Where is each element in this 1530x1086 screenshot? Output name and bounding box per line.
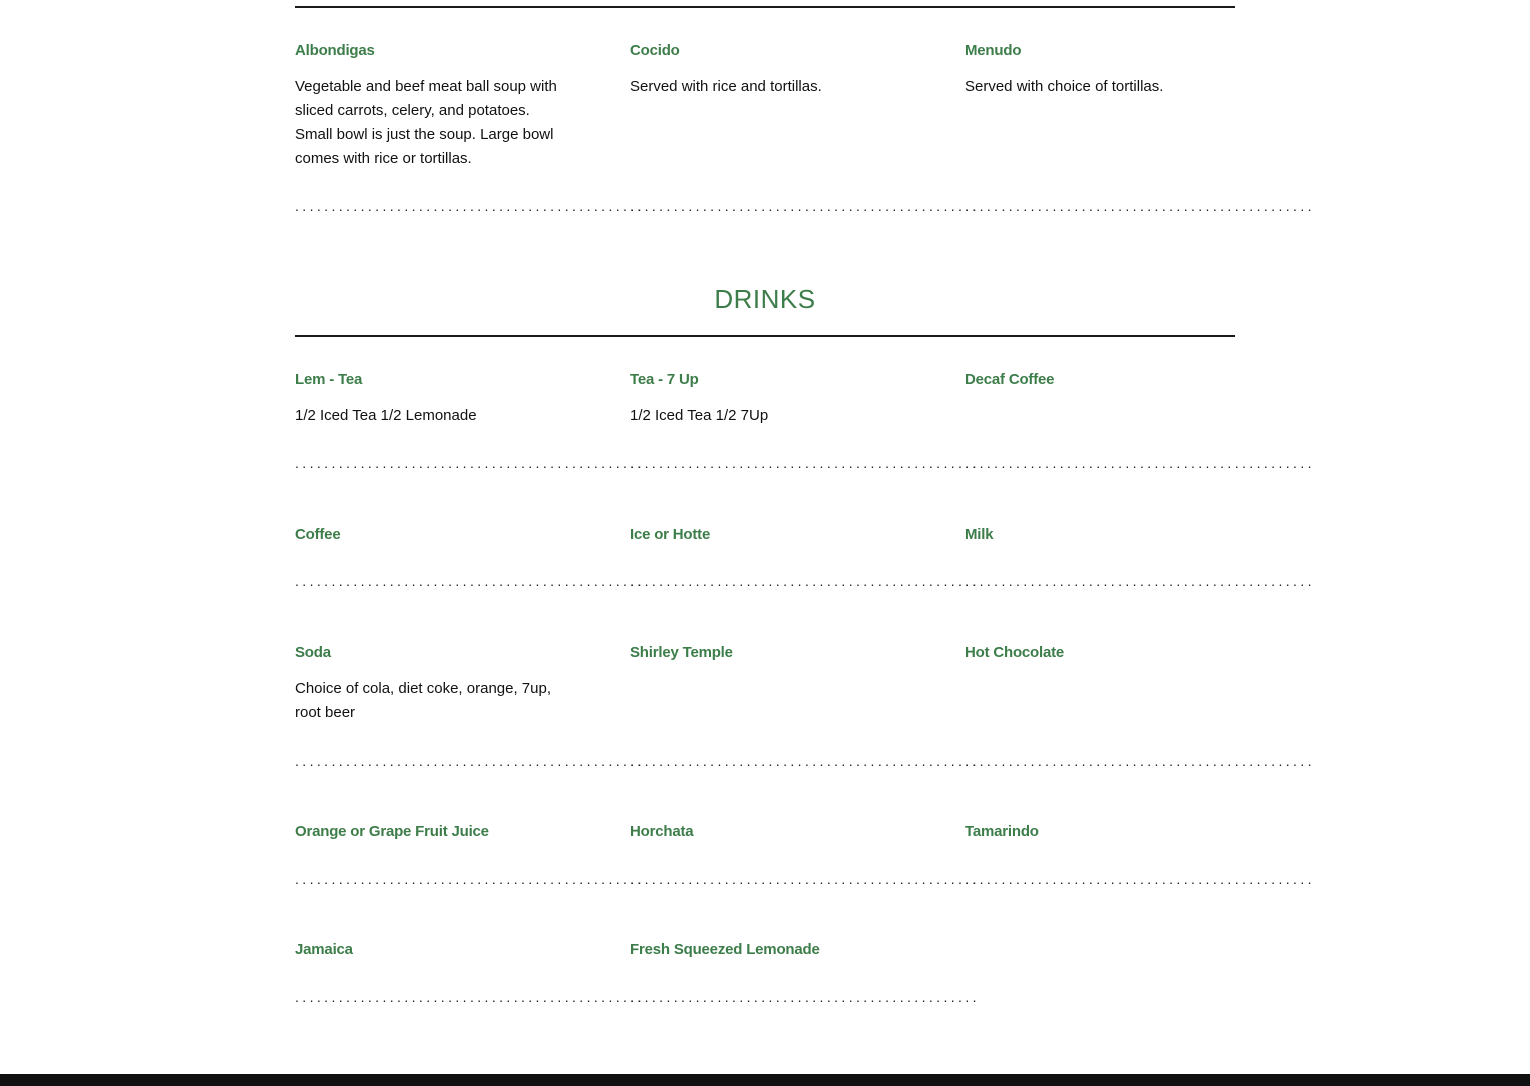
drinks-row (295, 370, 1315, 471)
menu-item (965, 525, 1315, 589)
price-dot-leader: ................................................ (630, 198, 980, 214)
menu-item-name: Hot Chocolate (965, 644, 1065, 661)
menu-item (965, 822, 1315, 887)
menu-item-name: Shirley Temple (630, 644, 733, 661)
drinks-row (295, 940, 1235, 1005)
menu-item-name: Tamarindo (965, 823, 1039, 840)
menu-item (630, 822, 980, 887)
menu-item-name: Fresh Squeezed Lemonade (630, 941, 820, 958)
menu-item (295, 822, 645, 887)
menu-item-description: Vegetable and beef meat ball soup with sliced carrots, celery, and potatoes. Small bowl is just the soup. Large bowl comes with rice or tortillas. (295, 78, 557, 167)
menu-item-name: Jamaica (295, 941, 353, 958)
menu-item-name: Milk (965, 526, 994, 543)
menu-item (630, 940, 980, 1005)
soups-row (295, 41, 1315, 214)
menu-item-name: Lem - Tea (295, 371, 363, 388)
price-dot-leader: ................................................ (965, 198, 1315, 214)
menu-item (630, 643, 980, 769)
section-divider (295, 335, 1235, 337)
price-dot-leader: ................................................ (630, 753, 980, 769)
menu-item-name: Coffee (295, 526, 341, 543)
menu-item-name: Tea - 7 Up (630, 371, 699, 388)
menu-item-name: Soda (295, 644, 331, 661)
price-dot-leader: ................................................ (630, 989, 980, 1005)
menu-item-empty (965, 940, 1235, 960)
menu-item (295, 643, 645, 769)
price-dot-leader: ................................................ (630, 871, 980, 887)
menu-item-description: Served with rice and tortillas. (630, 78, 822, 95)
menu-item-name: Decaf Coffee (965, 371, 1055, 388)
menu-item-description: 1/2 Iced Tea 1/2 Lemonade (295, 407, 477, 424)
drinks-row (295, 525, 1315, 589)
footer-bar (0, 1074, 1530, 1086)
drinks-row (295, 822, 1315, 887)
menu-item (295, 940, 645, 1005)
menu-item (965, 643, 1315, 769)
price-dot-leader: ................................................ (965, 573, 1315, 589)
section-title-drinks: DRINKS (714, 284, 816, 314)
price-dot-leader: ................................................ (965, 753, 1315, 769)
menu-item-name: Horchata (630, 823, 694, 840)
menu-item (965, 370, 1315, 471)
price-dot-leader: ................................................ (295, 989, 645, 1005)
price-dot-leader: ................................................ (630, 455, 980, 471)
price-dot-leader: ................................................ (630, 573, 980, 589)
menu-item-description: Served with choice of tortillas. (965, 78, 1164, 95)
menu-item-name: Orange or Grape Fruit Juice (295, 823, 489, 840)
menu-item (295, 370, 645, 471)
price-dot-leader: ................................................ (965, 455, 1315, 471)
menu-item-name: Albondigas (295, 42, 375, 59)
menu-item (295, 41, 645, 214)
section-divider (295, 6, 1235, 8)
menu-item-description: Choice of cola, diet coke, orange, 7up, root beer (295, 680, 551, 721)
price-dot-leader: ................................................ (295, 573, 645, 589)
menu-item (630, 370, 980, 471)
price-dot-leader: ................................................ (295, 753, 645, 769)
menu-item (965, 41, 1315, 214)
menu-item-description: 1/2 Iced Tea 1/2 7Up (630, 407, 769, 424)
price-dot-leader: ................................................ (295, 455, 645, 471)
menu-item-name: Cocido (630, 42, 680, 59)
menu-item (630, 41, 980, 214)
menu-item-name: Ice or Hotte (630, 526, 711, 543)
price-dot-leader: ................................................ (295, 871, 645, 887)
menu-item-name: Menudo (965, 42, 1022, 59)
price-dot-leader: ................................................ (295, 198, 645, 214)
drinks-row (295, 643, 1315, 769)
price-dot-leader: ................................................ (965, 871, 1315, 887)
menu-item (295, 525, 645, 589)
